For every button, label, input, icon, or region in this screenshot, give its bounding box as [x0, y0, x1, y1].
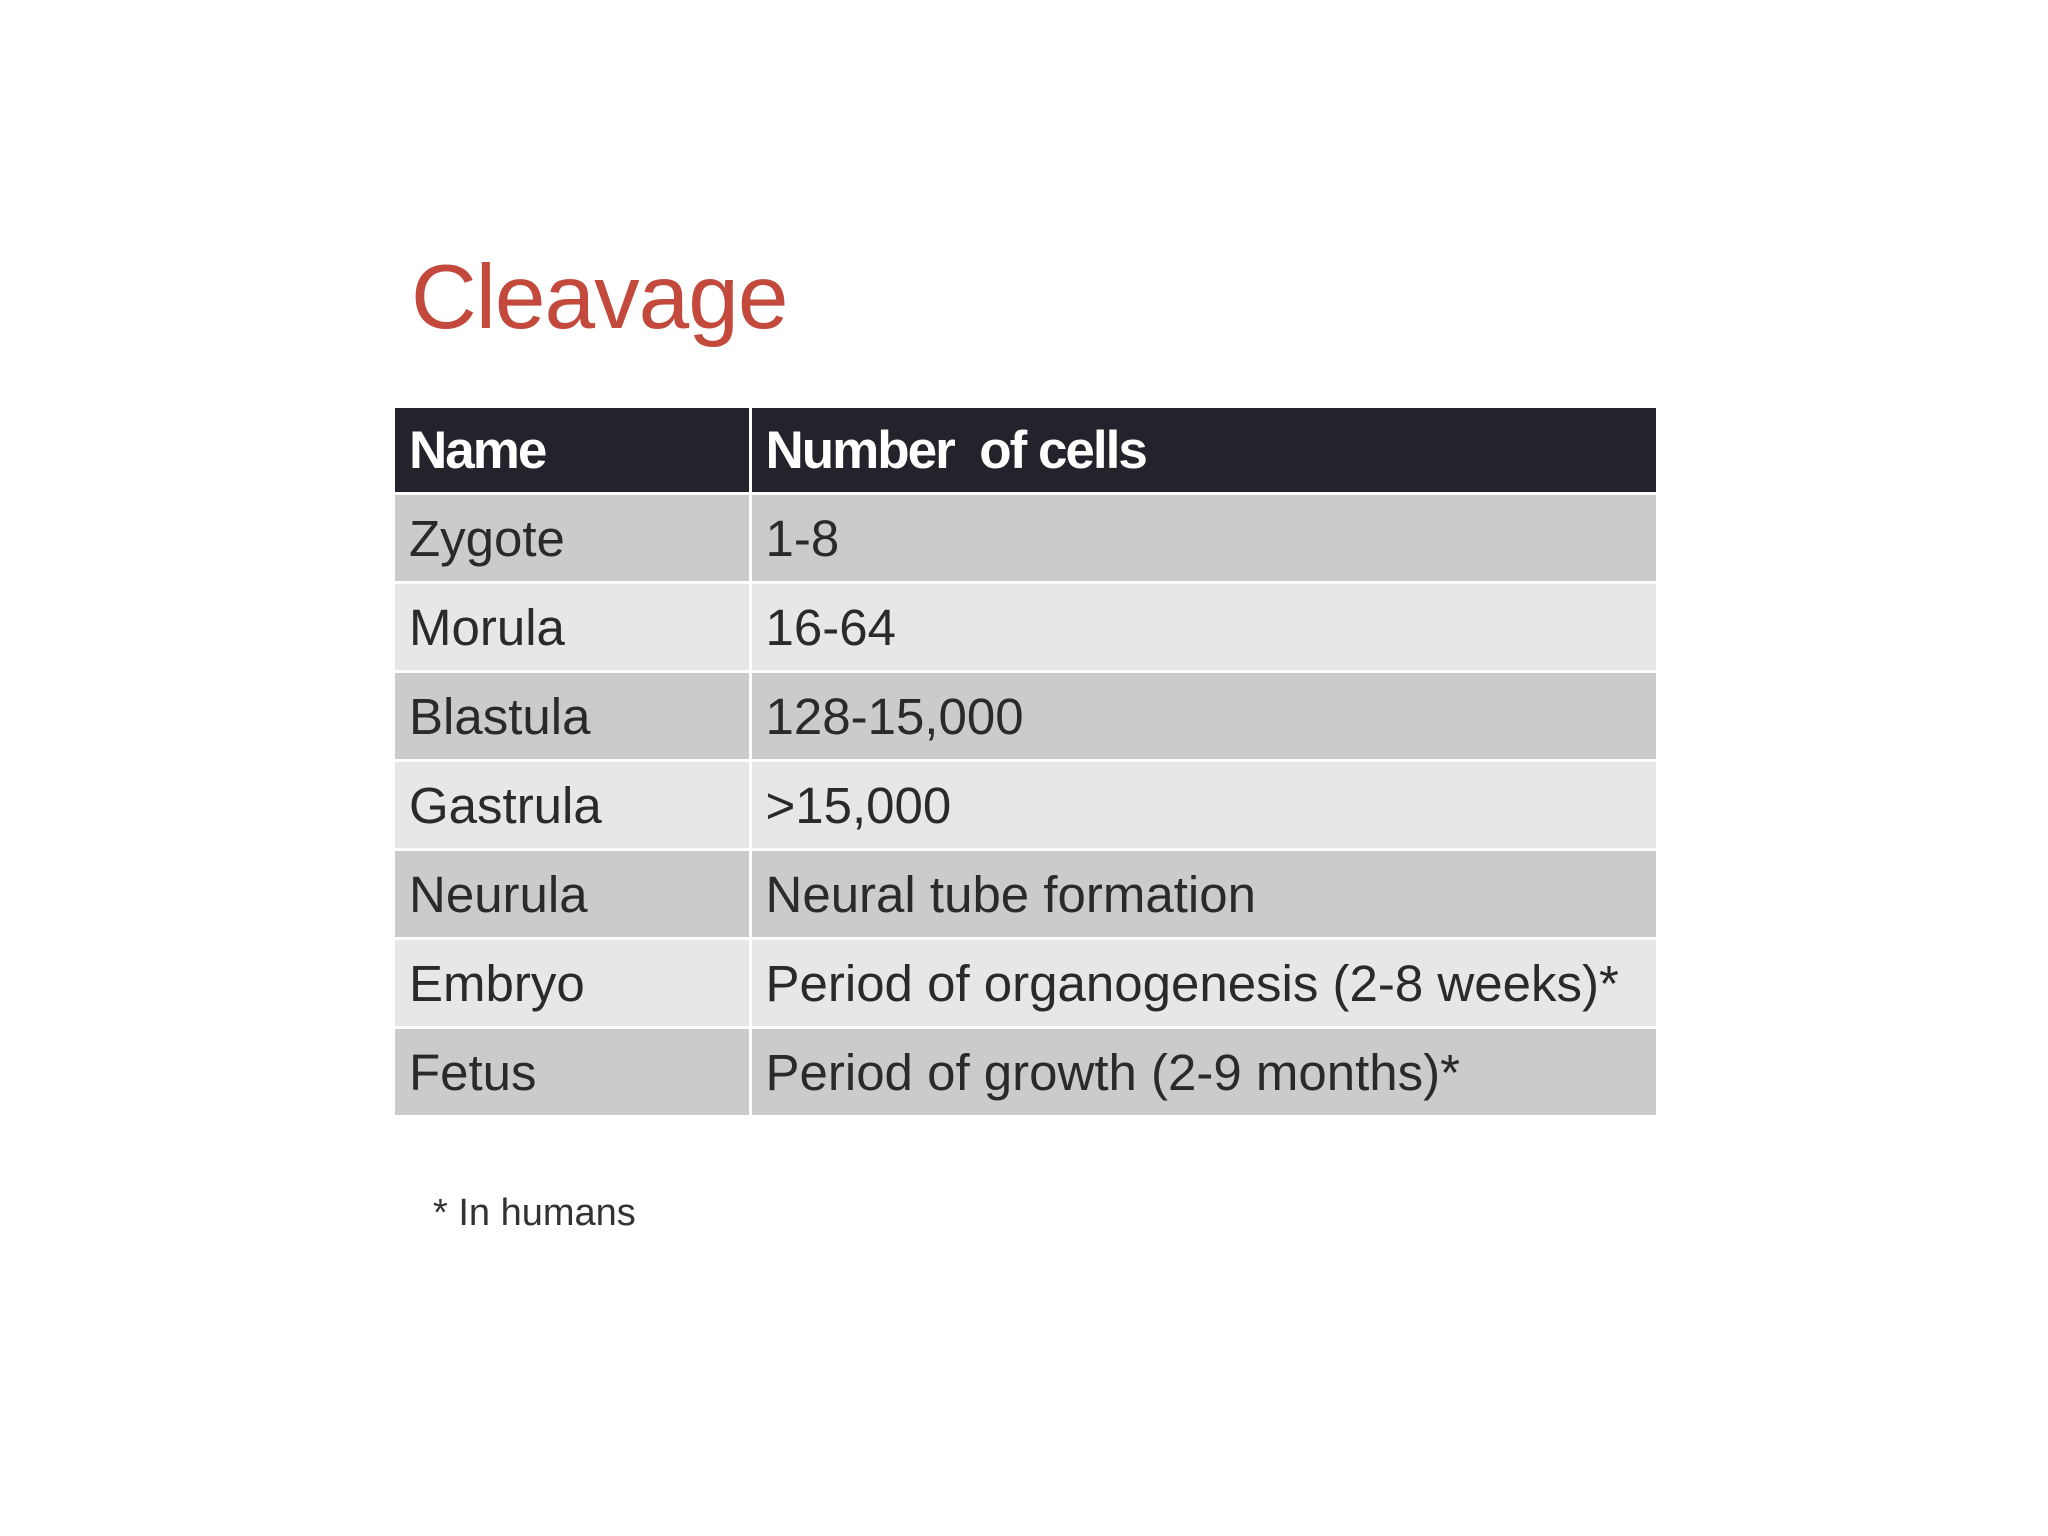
- cell-number-of-cells: Neural tube formation: [750, 850, 1656, 939]
- header-name: Name: [395, 408, 750, 494]
- cell-name: Gastrula: [395, 761, 750, 850]
- cleavage-table: [395, 408, 1656, 1118]
- table-row: [395, 583, 1656, 672]
- table-row: [395, 850, 1656, 939]
- table-row: [395, 1028, 1656, 1117]
- cell-number-of-cells: Period of growth (2-9 months)*: [750, 1028, 1656, 1117]
- cell-number-of-cells: >15,000: [750, 761, 1656, 850]
- footnote: * In humans: [433, 1192, 636, 1234]
- table-row: [395, 939, 1656, 1028]
- table-row: [395, 672, 1656, 761]
- cell-name: Fetus: [395, 1028, 750, 1117]
- cell-name: Embryo: [395, 939, 750, 1028]
- table-row: [395, 494, 1656, 583]
- cell-number-of-cells: 16-64: [750, 583, 1656, 672]
- cell-name: Neurula: [395, 850, 750, 939]
- cell-name: Blastula: [395, 672, 750, 761]
- table-row: [395, 761, 1656, 850]
- header-number-of-cells: Number of cells: [750, 408, 1656, 494]
- slide-title: Cleavage: [411, 247, 788, 348]
- cell-name: Zygote: [395, 494, 750, 583]
- cell-number-of-cells: Period of organogenesis (2-8 weeks)*: [750, 939, 1656, 1028]
- cell-number-of-cells: 128-15,000: [750, 672, 1656, 761]
- cell-name: Morula: [395, 583, 750, 672]
- table-header-row: [395, 408, 1656, 494]
- cell-number-of-cells: 1-8: [750, 494, 1656, 583]
